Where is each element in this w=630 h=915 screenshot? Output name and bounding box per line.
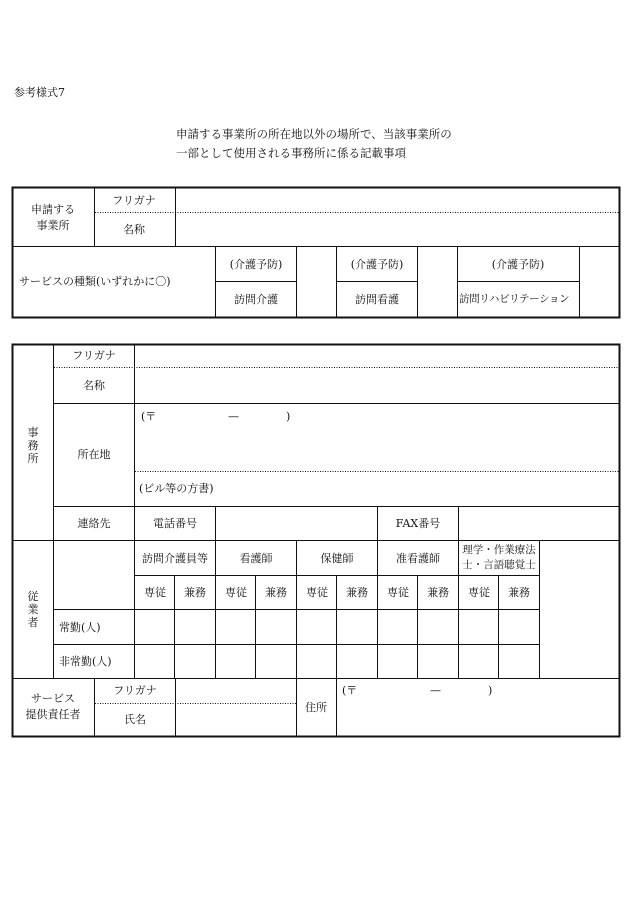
manager-address-field[interactable] [337,680,619,736]
office2-furigana-label: フリガナ [72,349,116,362]
office-header-line2: 事業所 [36,219,70,232]
office2-furigana-field[interactable] [135,346,619,366]
nonregular-staff-label: 非常勤(人) [59,655,112,668]
nonregular-staff-count-row[interactable] [135,645,539,678]
phn-concurrent: 兼務 [346,586,368,599]
manager-label-line1: サービス [31,692,75,705]
postal-dash: — [228,410,239,423]
option-1-prefix: (介護予防) [229,258,283,271]
office-section-label: 事務所 [27,426,39,465]
page-title-line1: 申請する事業所の所在地以外の場所で、当該事業所の [176,127,452,141]
postal-open: (〒 [141,410,157,423]
option-3-label: 訪問リハビリテーション [459,293,570,305]
home-care-concurrent: 兼務 [184,586,206,599]
postal-close: ) [286,410,291,423]
fax-label: FAX番号 [395,517,441,530]
fax-field[interactable] [459,508,619,540]
role-therapist-line2: 士・言語聴覚士 [462,559,536,571]
phone-label: 電話番号 [153,517,197,530]
manager-postal-close: ) [488,684,493,697]
office-name-label: 名称 [123,223,145,236]
option-1-label: 訪問介護 [234,293,278,306]
therapist-fulltime: 専従 [468,586,490,599]
manager-furigana-label: フリガナ [113,684,157,697]
nurse-concurrent: 兼務 [265,586,287,599]
office2-name-field[interactable] [135,369,619,402]
role-therapist-line1: 理学・作業療法 [462,544,536,556]
manager-postal-open: (〒 [342,684,358,697]
address-label: 所在地 [77,448,111,461]
therapist-concurrent: 兼務 [508,586,530,599]
nurse-fulltime: 専従 [225,586,247,599]
option-2-label: 訪問看護 [355,293,399,306]
form-number-label: 参考様式7 [14,86,65,99]
manager-postal-dash: — [430,684,441,697]
manager-name-label: 氏名 [124,713,146,726]
manager-furigana-field[interactable] [176,680,296,702]
page-title-line2: 一部として使用される事務所に係る記載事項 [176,146,406,160]
home-care-fulltime: 専従 [144,586,166,599]
option-2-prefix: (介護予防) [350,258,404,271]
service-type-label: サービスの種類(いずれかに〇) [19,275,171,288]
manager-name-field[interactable] [176,705,296,736]
phn-fulltime: 専従 [306,586,328,599]
assistant-concurrent: 兼務 [427,586,449,599]
office-furigana-label: フリガナ [112,194,156,207]
office-header-line1: 申請する [31,203,75,216]
manager-label-line2: 提供責任者 [25,708,81,721]
building-note: (ビル等の方書) [139,482,214,495]
regular-staff-count-row[interactable] [135,610,539,644]
role-public-health-nurse: 保健師 [320,552,354,565]
contact-label: 連絡先 [77,517,111,530]
address-field[interactable] [135,405,619,470]
assistant-fulltime: 専従 [387,586,409,599]
office2-name-label: 名称 [83,379,105,392]
manager-address-label: 住所 [305,701,327,714]
option-3-prefix: (介護予防) [491,258,545,271]
staff-section-label: 従業者 [27,590,39,629]
role-assistant-nurse: 准看護師 [396,552,440,565]
regular-staff-label: 常勤(人) [59,621,101,634]
phone-field[interactable] [216,508,377,540]
role-nurse: 看護師 [239,552,273,565]
role-home-care: 訪問介護員等 [142,552,208,565]
